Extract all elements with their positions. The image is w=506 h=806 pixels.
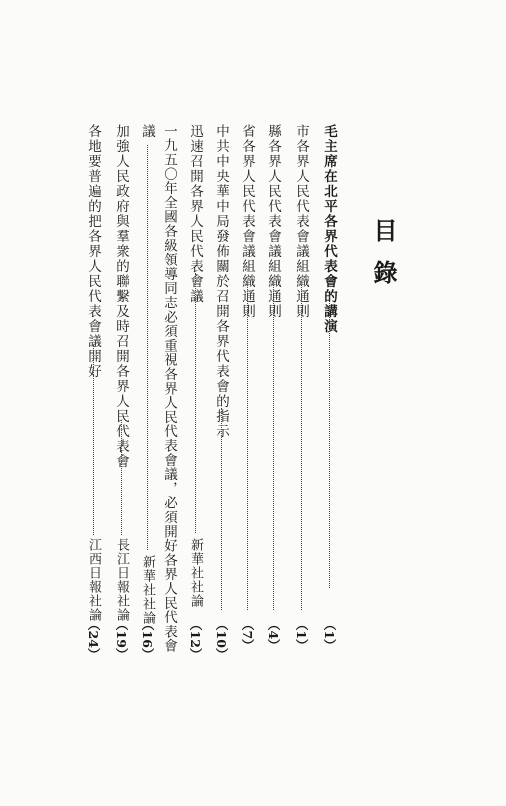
toc-entry-7-source: 新華社社論 bbox=[140, 555, 155, 625]
toc-entry-7-page: （16） bbox=[140, 618, 155, 661]
toc-entry-6-source: 新華社社論 bbox=[188, 538, 203, 608]
toc-entry-5-leader bbox=[221, 408, 222, 610]
toc-entry-7-leader bbox=[147, 145, 148, 550]
toc-entry-9-source: 江西日報社論 bbox=[86, 538, 101, 622]
toc-entry-6-leader bbox=[195, 273, 196, 533]
toc-entry-1-leader bbox=[329, 296, 330, 588]
toc-entry-5-page: （10） bbox=[214, 618, 229, 661]
toc-entry-4-page: （7） bbox=[240, 618, 255, 652]
toc-entry-6-page: （12） bbox=[188, 618, 203, 661]
toc-entry-5-title: 中共中央華中局發佈關於召開各界代表會的指示 bbox=[213, 124, 229, 439]
toc-title: 目錄 bbox=[369, 218, 398, 302]
toc-entry-1-title: 毛主席在北平各界代表會的講演 bbox=[321, 124, 337, 334]
toc-entry-7-title-cont: 議 bbox=[139, 124, 155, 139]
toc-entry-6-title: 迅速召開各界人民代表會議 bbox=[187, 124, 203, 304]
toc-entry-4-title: 省各界人民代表會議組織通則 bbox=[239, 124, 255, 319]
toc-entry-7-title: 一九五〇年全國各級領導同志必須重視各界人民代表會議，必須開好各界人民代表會 bbox=[161, 124, 177, 654]
toc-entry-8-source: 長江日報社論 bbox=[114, 538, 129, 622]
toc-entry-8-leader bbox=[121, 420, 122, 535]
toc-entry-8-title: 加強人民政府與羣衆的聯繫及時召開各界人民代表會 bbox=[113, 124, 129, 469]
toc-entry-8-page: （19） bbox=[114, 618, 129, 661]
toc-entry-3-leader bbox=[273, 285, 274, 610]
toc-entry-2-leader bbox=[301, 285, 302, 610]
toc-entry-2-page: （1） bbox=[294, 618, 309, 652]
toc-entry-1-page: （1） bbox=[322, 618, 337, 652]
toc-entry-3-title: 縣各界人民代表會議組織通則 bbox=[265, 124, 281, 319]
toc-entry-4-leader bbox=[247, 285, 248, 610]
toc-entry-9-leader bbox=[93, 345, 94, 535]
toc-entry-9-page: （24） bbox=[86, 618, 101, 661]
toc-entry-3-page: （4） bbox=[266, 618, 281, 652]
toc-entry-2-title: 市各界人民代表會議組織通則 bbox=[293, 124, 309, 319]
toc-entry-9-title: 各地要普遍的把各界人民代表會議開好 bbox=[85, 124, 101, 379]
